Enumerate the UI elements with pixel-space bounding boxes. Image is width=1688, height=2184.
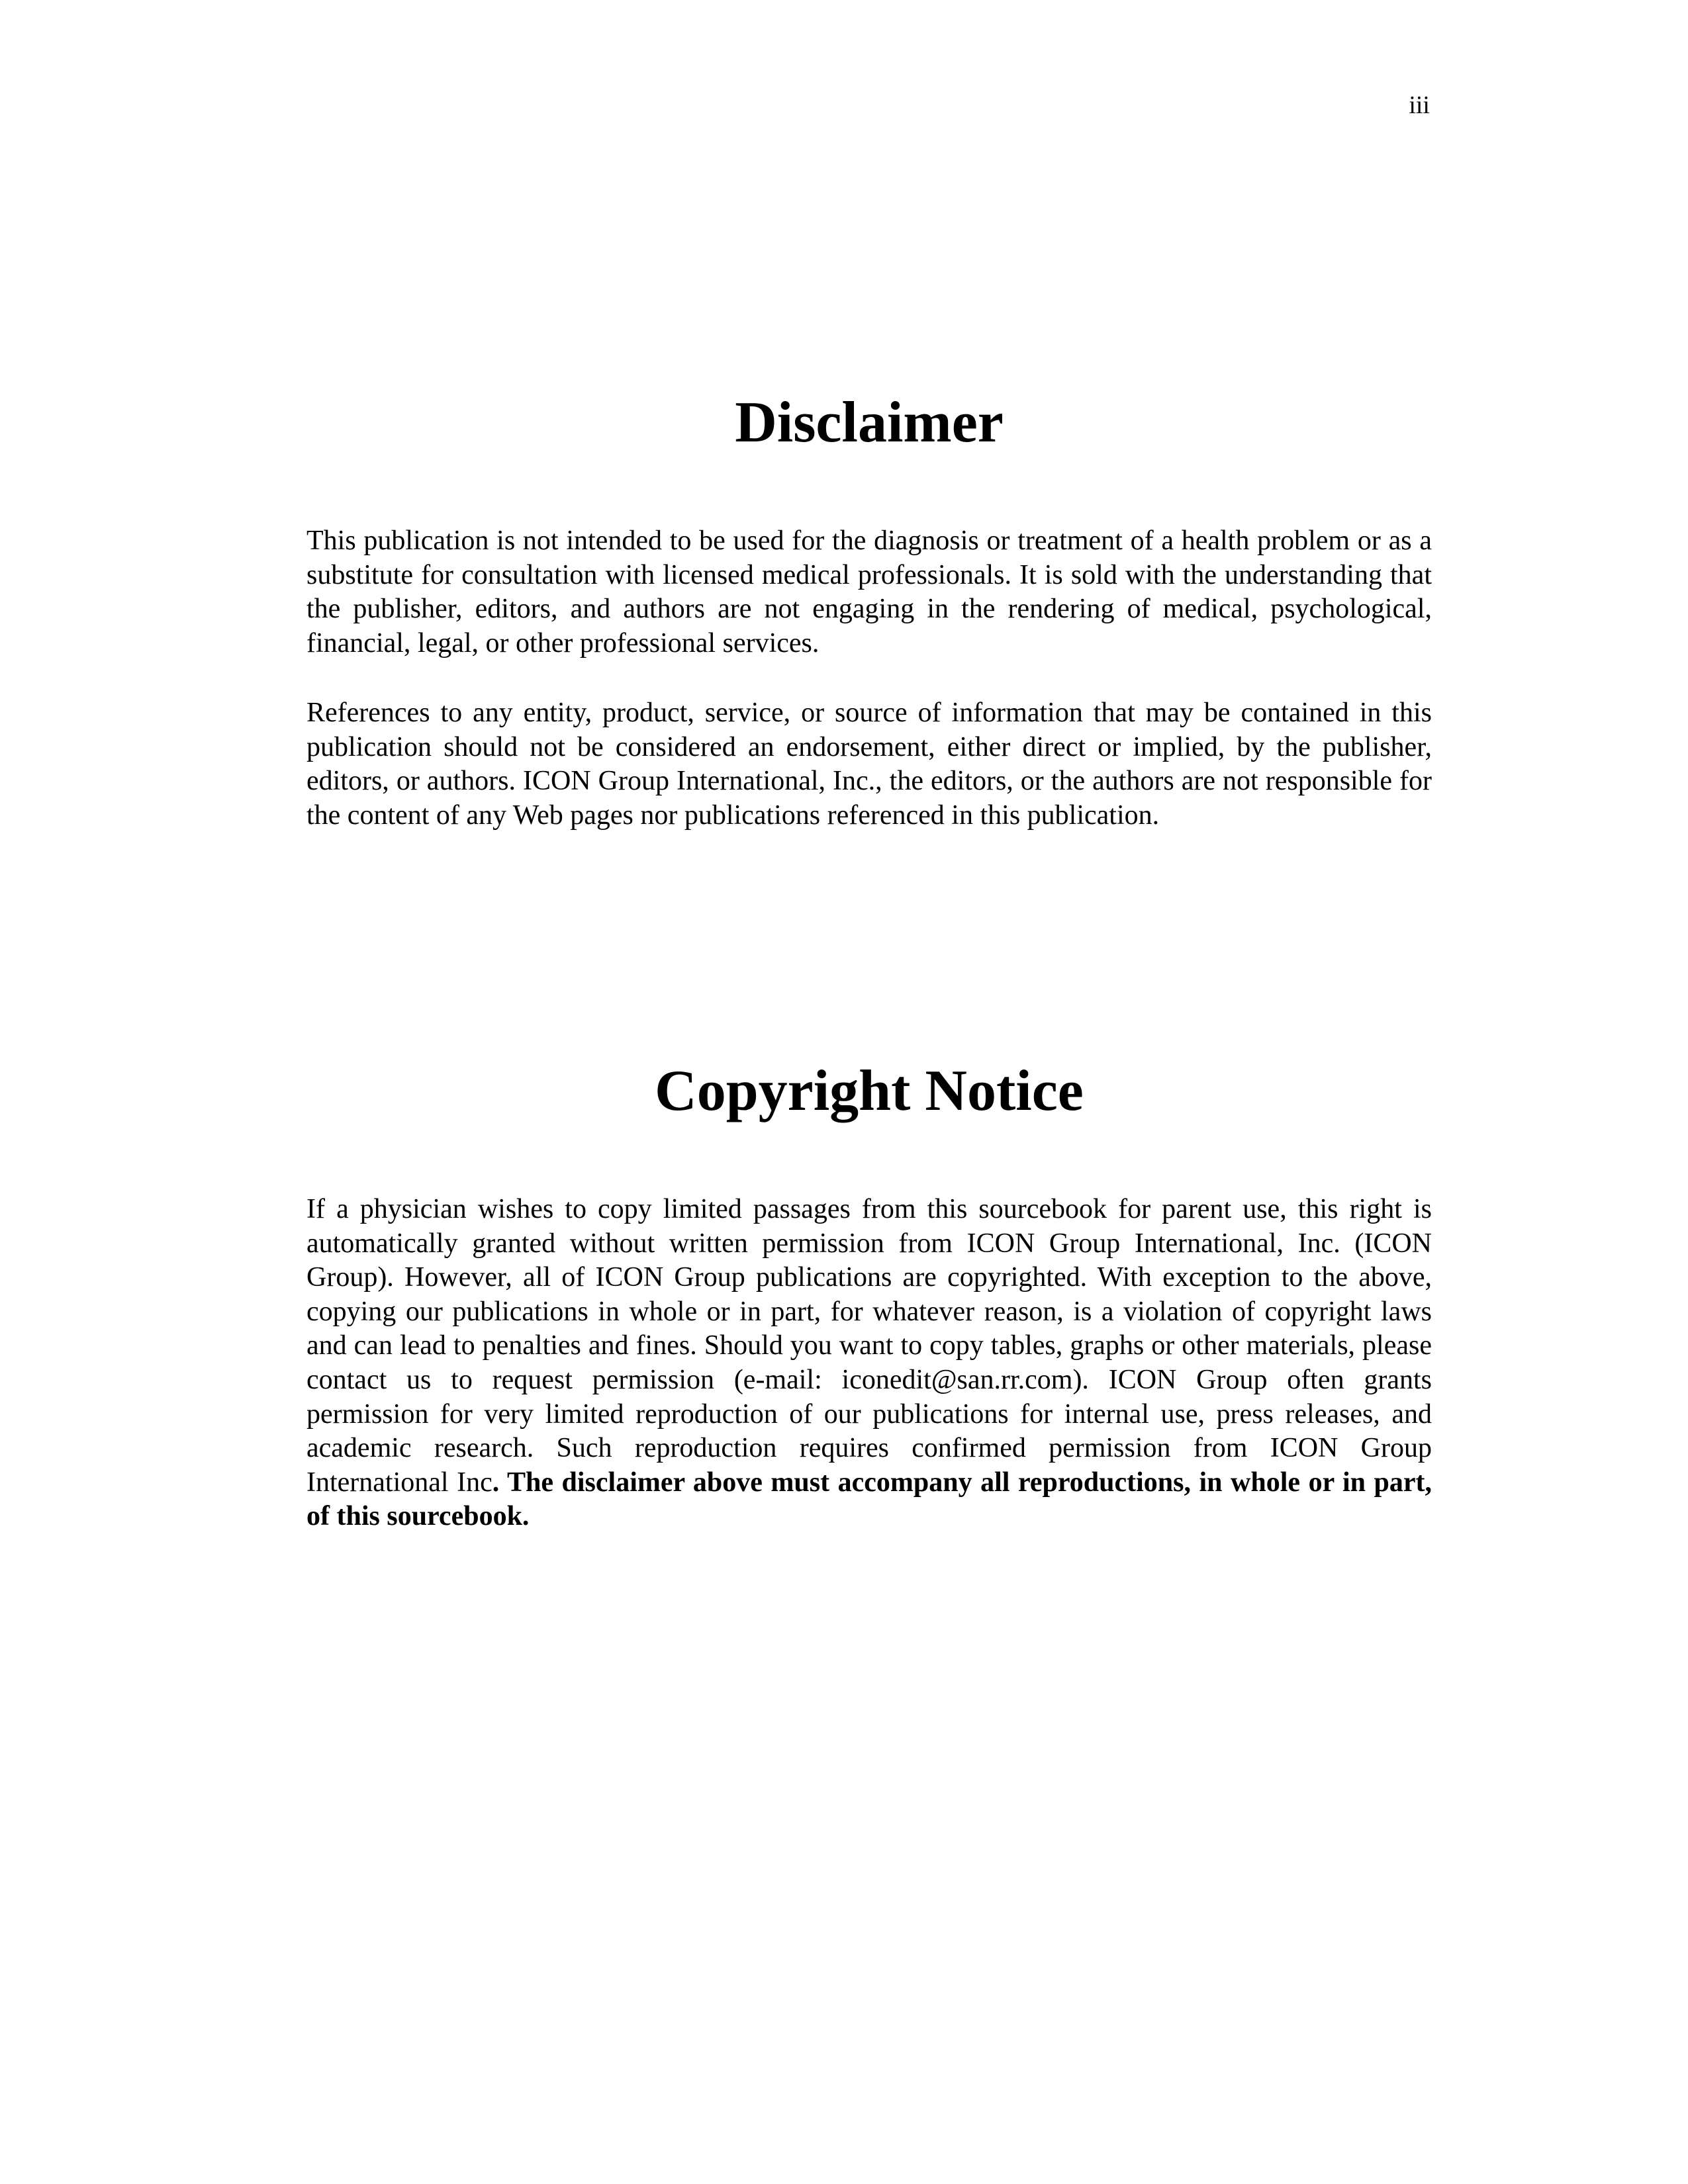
copyright-text: If a physician wishes to copy limited passages from this sourcebook for parent use, this right is automatically granted without written permission from ICON Group International, Inc. (ICON Group). However, all of ICON Group publications are copyrighted. With exception to the above, copying our publications in whole or in part, for whatever reason, is a violation of copyright laws and can lead to penalties and fines. Should you want to copy tables, graphs or other materials, please contact us to request permission (e-mail: iconedit@san.rr.com). ICON Group often grants permission for very limited reproduction of our publications for internal use, press releases, and academic research. Such reproduction requires confirmed permission from ICON Group International Inc [306,1194,1432,1498]
copyright-paragraph [306,1193,1432,1534]
copyright-heading: Copyright Notice [655,1059,1084,1123]
disclaimer-heading: Disclaimer [735,390,1004,455]
disclaimer-paragraph-1: This publication is not intended to be used for the diagnosis or treatment of a health problem or as a substitute for consultation with licensed medical professionals. It is sold with the understanding that the publisher, editors, and authors are not engaging in the rendering of medical, psychological, financial, legal, or other professional services. [306,525,1432,659]
disclaimer-paragraph-2: References to any entity, product, service, or source of information that may be contained in this publication should not be considered an endorsement, either direct or implied, by the publisher, editors, or authors. ICON Group International, Inc., the editors, or the authors are not responsible for the content of any Web pages nor publications referenced in this publication. [306,698,1432,831]
copyright-bold-notice: . The disclaimer above must accompany all reproductions, in whole or in part, of this sourcebook. [306,1467,1432,1532]
page-number: iii [1409,91,1430,119]
